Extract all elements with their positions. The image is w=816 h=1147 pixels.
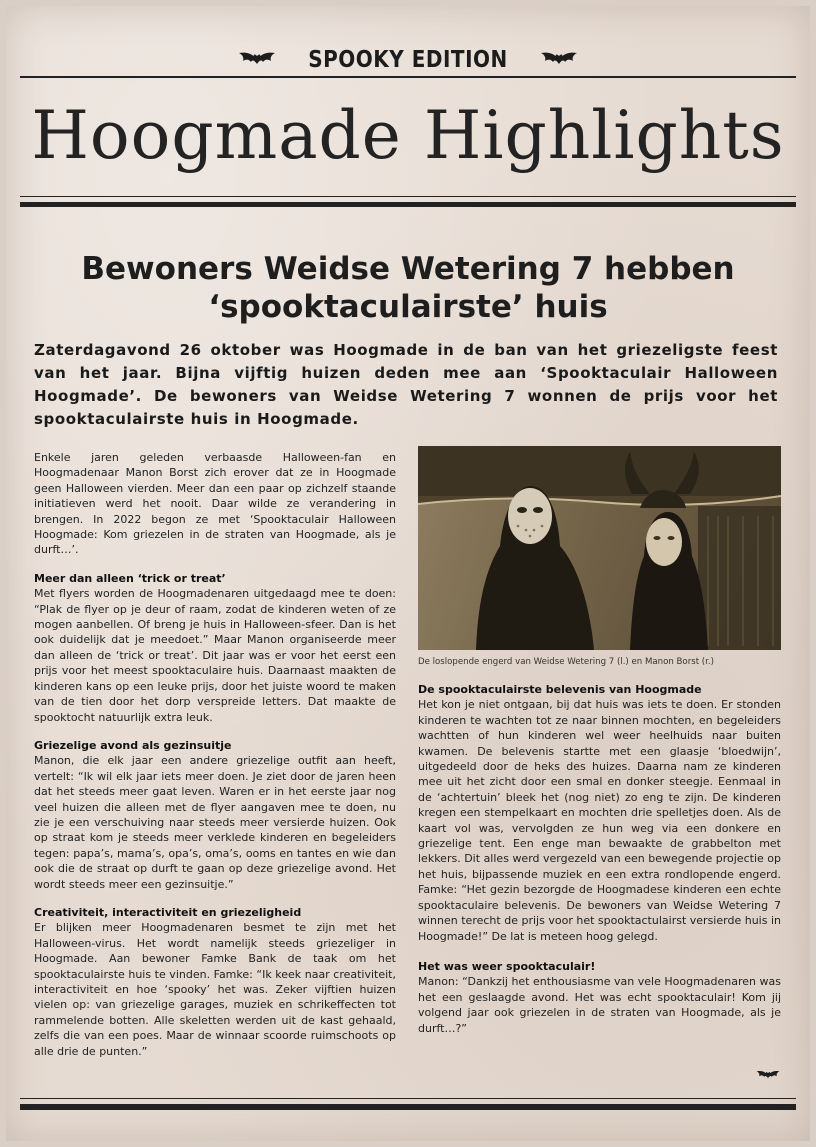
- rule-bottom-thin: [20, 1098, 796, 1099]
- newspaper-page: [6, 6, 810, 1141]
- article-photo: [418, 446, 781, 650]
- subheading: De spooktaculairste belevenis van Hoogmade: [418, 683, 702, 696]
- subheading: Het was weer spooktaculair!: [418, 959, 596, 973]
- column-right: [418, 446, 781, 1036]
- newspaper-title: Hoogmade Highlights: [31, 97, 785, 174]
- rule-top: [20, 76, 796, 78]
- edition-label: SPOOKY EDITION: [308, 45, 508, 73]
- column-left: [34, 450, 396, 1059]
- paragraph: Met flyers worden de Hoogmadenaren uitgedaagd mee te doen: “Plak de flyer op je deur of raam, zodat de kinderen weten of ze mogen aanbellen. Of breng je huis in Halloween-sfeer. Dan is het ook duidelijk dat je meedoet.” Maar Manon organiseerde meer dan alleen de ‘trick or treat’. Dit jaar was er voor het eerst een prijs voor het meest spooktaculaire huis. Daarnaast maakten de kinderen kans op een leuke prijs, door het juiste woord te maken van de tien door het dorp verspreide letters. Dat maakte de spooktocht natuurlijk extra leuk.: [34, 587, 396, 724]
- paragraph: Er blijken meer Hoogmadenaren besmet te zijn met het Halloween-virus. Het wordt namelijk steeds griezeliger in Hoogmade. Aan bewoner Famke Bank de taak om het spooktaculairste huis te vinden. Famke: “Ik keek naar creativiteit, interactiviteit en hoe ‘spooky’ het was. Zeker vijftien huizen vielen op: van griezelige garages, muziek en schrikeffecten tot rammelende botten. Alle skeletten werden uit de kast gehaald, zelfs die van een poes. Maar de winnaar scoorde ruimschoots op alle drie de punten.”: [34, 921, 396, 1058]
- paragraph: Enkele jaren geleden verbaasde Halloween-fan en Hoogmadenaar Manon Borst zich erover dat ze in Hoogmade geen Halloween vierden. Meer dan een paar op zichzelf staande initiatieven werd het nooit. Daar wilde ze verandering in brengen. In 2022 begon ze met ‘Spooktaculair Halloween Hoogmade: Kom griezelen in de straten van Hoogmade, als je durft…’.: [34, 451, 396, 557]
- paragraph: Het kon je niet ontgaan, bij dat huis was iets te doen. Er stonden kinderen te wachten tot ze naar binnen mochten, en begeleiders wachtten of hun kinderen wel weer heelhuids naar buiten kwamen. De belevenis startte met een glaasje ‘bloedwijn’, uitgedeeld door de heks des huizes. Daarna nam ze kinderen mee uit het zicht door een smal en donker steegje. Eenmaal in de ‘achtertuin’ bleek het (nog niet) zo eng te zijn. De kinderen kregen een stempelkaart en mochten drie spelletjes doen. Als de kaart vol was, vervolgden ze hun weg via een donkere en griezelige tent. Een enge man bewaakte de grabbelton met lekkers. Dit alles werd vergezeld van een bewegende projectie op het huis, bijpassende muziek en een extra rondlopende engerd. Famke: “Het gezin bezorgde de Hoogmadese kinderen een echte spooktaculaire belevenis. De bewoners van Weidse Wetering 7 winnen terecht de prijs voor het spooktactulairst versierde huis in Hoogmade!” De lat is meteen hoog gelegd.: [418, 698, 781, 943]
- paragraph: Manon: “Dankzij het enthousiasme van vele Hoogmadenaren was het een geslaagde avond. Het was echt spooktaculair! Kom jij volgend jaar ook griezelen in de straten van Hoogmade, als je durft…?”: [418, 975, 781, 1035]
- subheading: Griezelige avond als gezinsuitje: [34, 738, 232, 752]
- bat-icon-right: [540, 50, 578, 68]
- photo-illustration: [418, 446, 781, 650]
- subheading: Meer dan alleen ‘trick or treat’: [34, 571, 226, 585]
- photo-caption: De loslopende engerd van Weidse Wetering 7 (l.) en Manon Borst (r.): [418, 657, 714, 667]
- rule-title-thin: [20, 196, 796, 197]
- article-headline: Bewoners Weidse Wetering 7 hebben ‘spooktaculairste’ huis: [81, 251, 735, 325]
- masthead-top: [6, 42, 810, 76]
- article-lead: Zaterdagavond 26 oktober was Hoogmade in de ban van het griezeligste feest van het jaar. Bijna vijftig huizen deden mee aan ‘Spooktaculair Halloween Hoogmade’. De bewoners van Weidse Wetering 7 wonnen de prijs voor het spooktaculairste huis in Hoogmade.: [34, 341, 778, 428]
- subheading: Creativiteit, interactiviteit en griezeligheid: [34, 905, 302, 919]
- bat-icon-end: [756, 1069, 780, 1081]
- paragraph: Manon, die elk jaar een andere griezelige outfit aan heeft, vertelt: “Ik wil elk jaar iets meer doen. Je ziet door de jaren heen dat het steeds meer gaat leven. Waren er in het eerste jaar nog veel huizen die alleen met de flyer aangaven mee te doen, nu zie je een verschuiving naar steeds meer versierde huizen. Ook op straat kom je steeds meer verklede kinderen en begeleiders tegen: papa’s, mama’s, opa’s, oma’s, ooms en tantes en wie dan ook die de straat op durft te gaan op deze griezelige avond. Het wordt steeds meer een gezinsuitje.”: [34, 754, 396, 891]
- rule-title-thick: [20, 202, 796, 207]
- rule-bottom-thick: [20, 1104, 796, 1110]
- bat-icon-left: [238, 50, 276, 68]
